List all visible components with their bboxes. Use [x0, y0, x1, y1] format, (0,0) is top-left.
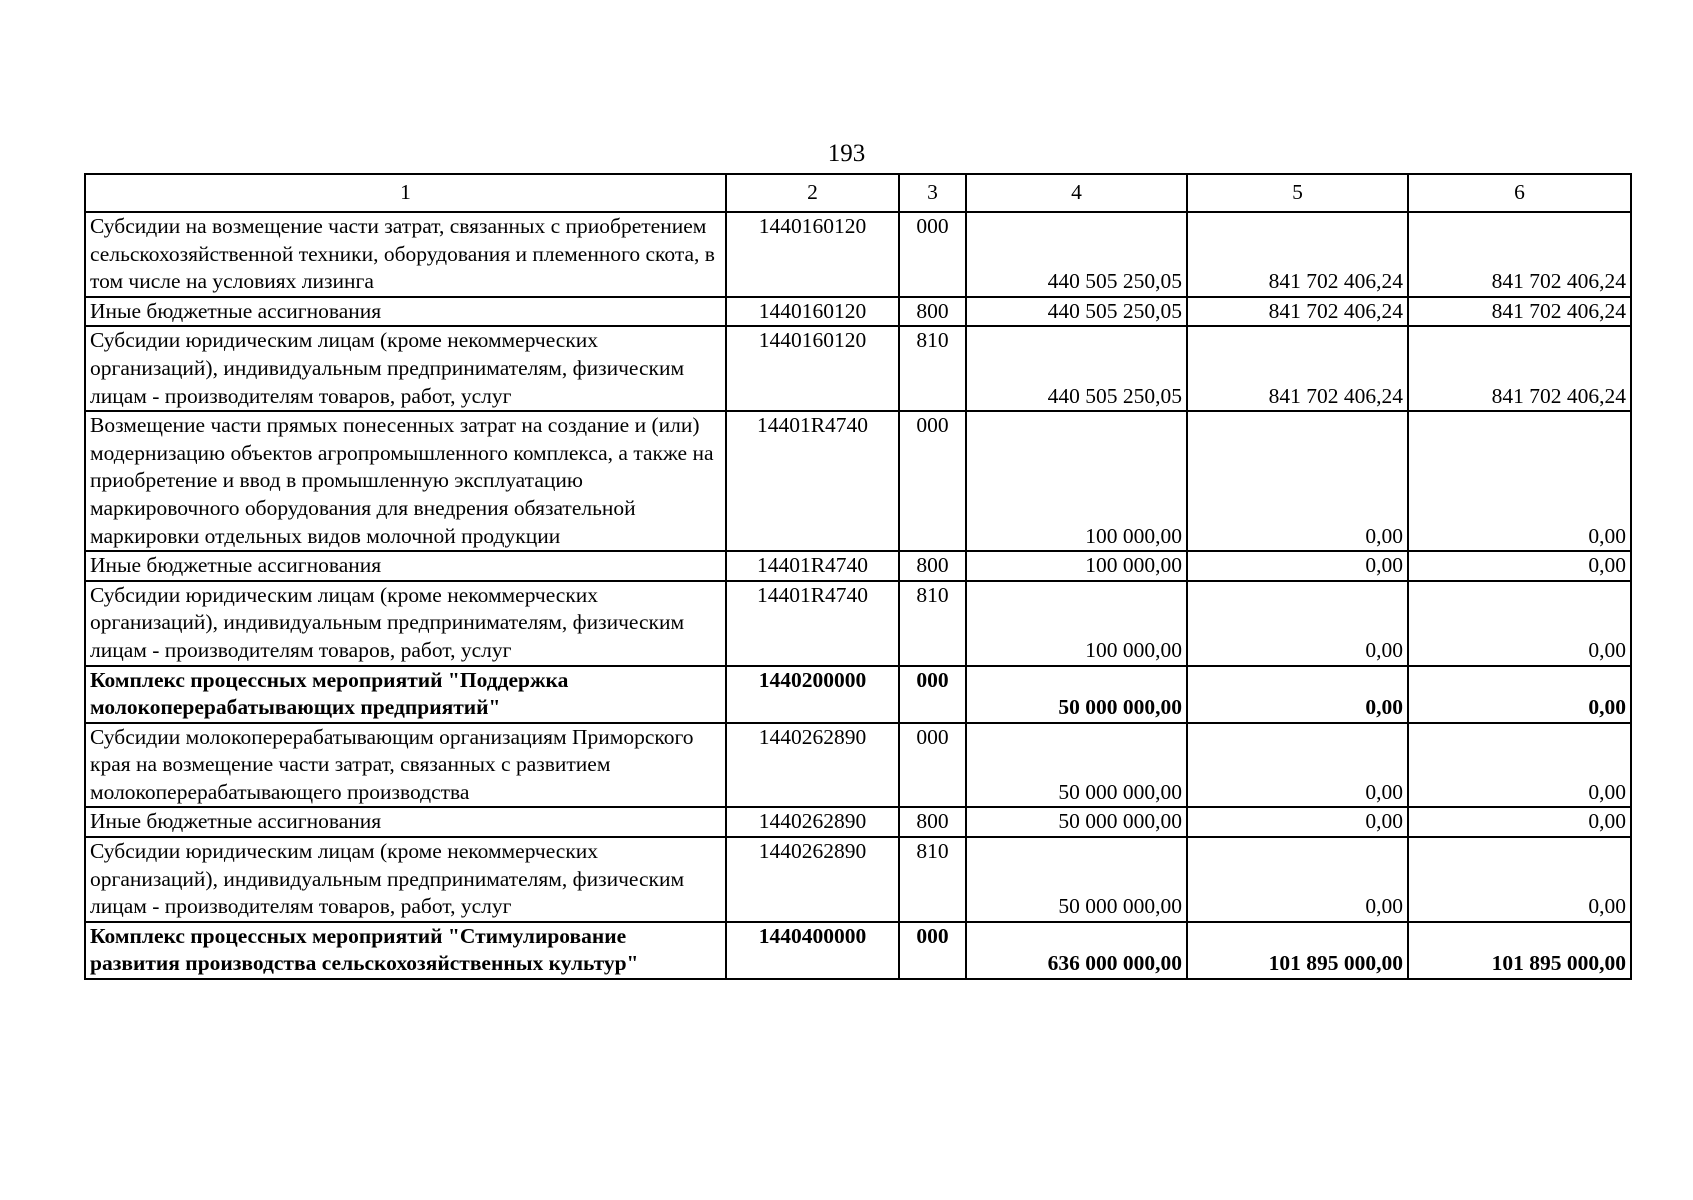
- row-name: Субсидии юридическим лицам (кроме некоммерческих организаций), индивидуальным предпринимателям, физическим лицам - производителям товаров, работ, услуг: [85, 581, 726, 666]
- row-amount-col5: 0,00: [1187, 411, 1408, 551]
- row-target-article: 14401R4740: [726, 581, 899, 666]
- row-amount-col5: 841 702 406,24: [1187, 326, 1408, 411]
- row-amount-col5: 841 702 406,24: [1187, 212, 1408, 297]
- row-target-article: 1440262890: [726, 723, 899, 808]
- row-expense-type: 000: [899, 666, 966, 723]
- row-amount-col6: 0,00: [1408, 551, 1631, 581]
- row-name: Комплекс процессных мероприятий "Поддержка молокоперерабатывающих предприятий": [85, 666, 726, 723]
- row-amount-col4: 100 000,00: [966, 581, 1187, 666]
- row-amount-col4: 50 000 000,00: [966, 666, 1187, 723]
- row-name: Возмещение части прямых понесенных затрат на создание и (или) модернизацию объектов агропромышленного комплекса, а также на приобретение и ввод в промышленную эксплуатацию маркировочного оборудования для внедрения обязательной маркировки отдельных видов молочной продукции: [85, 411, 726, 551]
- row-amount-col5: 0,00: [1187, 551, 1408, 581]
- table-row: [85, 723, 1631, 808]
- row-name: Субсидии молокоперерабатывающим организациям Приморского края на возмещение части затрат, связанных с развитием молокоперерабатывающего производства: [85, 723, 726, 808]
- row-amount-col5: 0,00: [1187, 807, 1408, 837]
- row-target-article: 1440262890: [726, 837, 899, 922]
- row-target-article: 1440200000: [726, 666, 899, 723]
- row-amount-col5: 101 895 000,00: [1187, 922, 1408, 979]
- column-header-2: 2: [726, 174, 899, 212]
- table-row: [85, 326, 1631, 411]
- row-target-article: 1440160120: [726, 297, 899, 327]
- table-row-total: [85, 922, 1631, 979]
- row-expense-type: 000: [899, 922, 966, 979]
- row-amount-col4: 50 000 000,00: [966, 723, 1187, 808]
- row-amount-col4: 50 000 000,00: [966, 807, 1187, 837]
- row-name: Иные бюджетные ассигнования: [85, 807, 726, 837]
- column-header-5: 5: [1187, 174, 1408, 212]
- column-header-4: 4: [966, 174, 1187, 212]
- row-target-article: 1440160120: [726, 212, 899, 297]
- row-target-article: 1440160120: [726, 326, 899, 411]
- row-expense-type: 800: [899, 807, 966, 837]
- row-amount-col6: 101 895 000,00: [1408, 922, 1631, 979]
- row-target-article: 1440262890: [726, 807, 899, 837]
- table-row: [85, 411, 1631, 551]
- table-row: [85, 551, 1631, 581]
- table-row-total: [85, 666, 1631, 723]
- row-name: Иные бюджетные ассигнования: [85, 297, 726, 327]
- row-expense-type: 000: [899, 212, 966, 297]
- column-header-3: 3: [899, 174, 966, 212]
- row-amount-col6: 841 702 406,24: [1408, 212, 1631, 297]
- row-amount-col6: 841 702 406,24: [1408, 297, 1631, 327]
- row-amount-col4: 636 000 000,00: [966, 922, 1187, 979]
- row-amount-col6: 0,00: [1408, 837, 1631, 922]
- column-header-6: 6: [1408, 174, 1631, 212]
- table-row: [85, 807, 1631, 837]
- row-expense-type: 800: [899, 297, 966, 327]
- row-amount-col6: 841 702 406,24: [1408, 326, 1631, 411]
- row-target-article: 14401R4740: [726, 411, 899, 551]
- row-amount-col4: 100 000,00: [966, 551, 1187, 581]
- row-amount-col6: 0,00: [1408, 723, 1631, 808]
- row-name: Комплекс процессных мероприятий "Стимулирование развития производства сельскохозяйственных культур": [85, 922, 726, 979]
- row-amount-col6: 0,00: [1408, 411, 1631, 551]
- row-amount-col5: 841 702 406,24: [1187, 297, 1408, 327]
- table-row: [85, 837, 1631, 922]
- row-amount-col5: 0,00: [1187, 666, 1408, 723]
- row-expense-type: 810: [899, 326, 966, 411]
- row-amount-col5: 0,00: [1187, 837, 1408, 922]
- row-amount-col4: 50 000 000,00: [966, 837, 1187, 922]
- table-row: [85, 212, 1631, 297]
- row-expense-type: 000: [899, 723, 966, 808]
- row-target-article: 14401R4740: [726, 551, 899, 581]
- row-amount-col5: 0,00: [1187, 723, 1408, 808]
- budget-table: [84, 173, 1632, 980]
- row-amount-col6: 0,00: [1408, 807, 1631, 837]
- header-row: [85, 174, 1631, 212]
- row-name: Субсидии юридическим лицам (кроме некоммерческих организаций), индивидуальным предпринимателям, физическим лицам - производителям товаров, работ, услуг: [85, 837, 726, 922]
- row-amount-col5: 0,00: [1187, 581, 1408, 666]
- row-name: Субсидии юридическим лицам (кроме некоммерческих организаций), индивидуальным предпринимателям, физическим лицам - производителям товаров, работ, услуг: [85, 326, 726, 411]
- row-amount-col4: 440 505 250,05: [966, 297, 1187, 327]
- row-amount-col4: 440 505 250,05: [966, 326, 1187, 411]
- row-amount-col4: 100 000,00: [966, 411, 1187, 551]
- row-name: Иные бюджетные ассигнования: [85, 551, 726, 581]
- page-number: 193: [827, 140, 866, 167]
- row-expense-type: 800: [899, 551, 966, 581]
- row-target-article: 1440400000: [726, 922, 899, 979]
- row-amount-col6: 0,00: [1408, 666, 1631, 723]
- row-expense-type: 810: [899, 837, 966, 922]
- row-amount-col6: 0,00: [1408, 581, 1631, 666]
- row-expense-type: 810: [899, 581, 966, 666]
- table-row: [85, 297, 1631, 327]
- row-amount-col4: 440 505 250,05: [966, 212, 1187, 297]
- column-header-1: 1: [85, 174, 726, 212]
- table-row: [85, 581, 1631, 666]
- row-name: Субсидии на возмещение части затрат, связанных с приобретением сельскохозяйственной техники, оборудования и племенного скота, в том числе на условиях лизинга: [85, 212, 726, 297]
- row-expense-type: 000: [899, 411, 966, 551]
